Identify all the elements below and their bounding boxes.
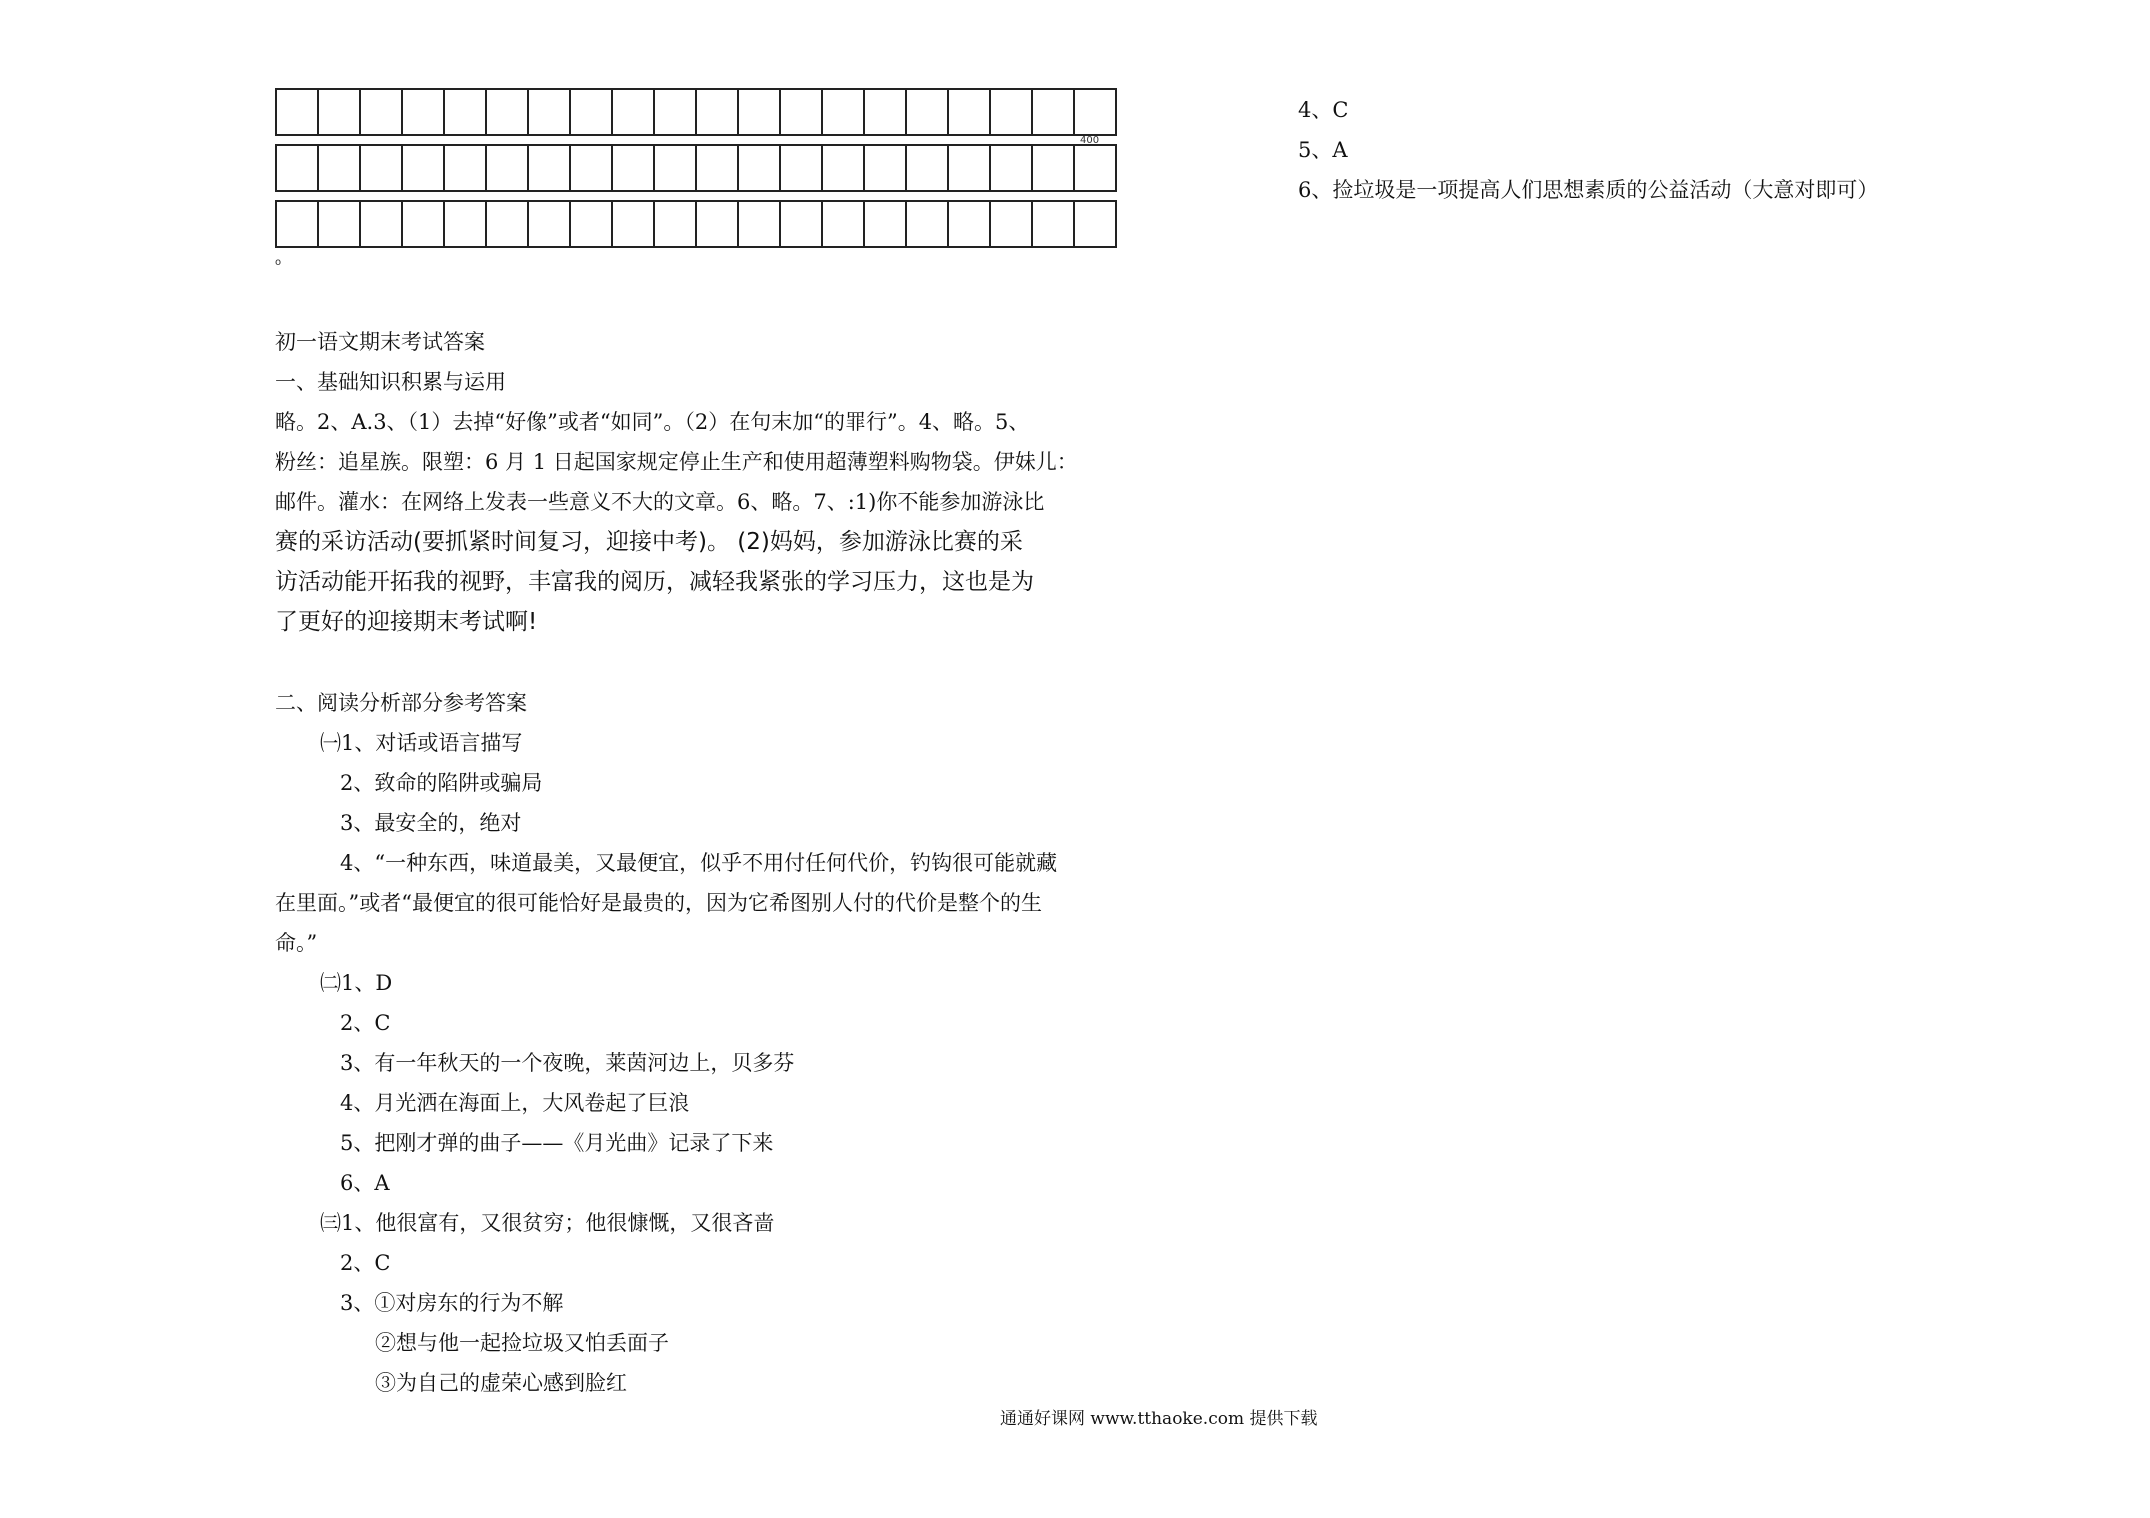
grid-cell (738, 145, 780, 191)
grid-cell (654, 201, 696, 247)
answer-title: 初一语文期末考试答案 (275, 330, 485, 354)
grid-cell (444, 145, 486, 191)
section2-heading: 二、阅读分析部分参考答案 (275, 691, 527, 715)
grid-cell (990, 201, 1032, 247)
grid-cell (570, 89, 612, 135)
reading2-q2: 2、C (340, 1011, 391, 1035)
grid-cell (780, 89, 822, 135)
reading1-q3: 3、最安全的，绝对 (340, 811, 522, 835)
reading1-q4: 在里面。”或者“最便宜的很可能恰好是最贵的，因为它希图别人付的代价是整个的生 (275, 891, 1042, 915)
grid-cell (1032, 89, 1074, 135)
grid-trailing-mark: o (275, 257, 282, 268)
grid-cell (780, 145, 822, 191)
right-answer: 5、A (1298, 138, 1348, 162)
grid-cell (444, 201, 486, 247)
grid-cell (486, 201, 528, 247)
grid-cell (528, 201, 570, 247)
grid-cell (360, 145, 402, 191)
grid-cell (1074, 145, 1116, 191)
section1-heading: 一、基础知识积累与运用 (275, 370, 506, 394)
grid-cell (570, 201, 612, 247)
grid-cell (864, 89, 906, 135)
grid-cell (1032, 201, 1074, 247)
grid-cell (318, 145, 360, 191)
grid-cell (654, 145, 696, 191)
grid-cell (990, 145, 1032, 191)
grid-cell (318, 201, 360, 247)
grid-cell (906, 145, 948, 191)
grid-cell (486, 89, 528, 135)
grid-cell (906, 201, 948, 247)
grid-cell (528, 89, 570, 135)
reading2-q3: 3、有一年秋天的一个夜晚，莱茵河边上，贝多芬 (340, 1051, 795, 1075)
grid-cell (948, 145, 990, 191)
reading2-q5: 5、把刚才弹的曲子——《月光曲》记录了下来 (340, 1131, 774, 1155)
footer-source: 通通好课网 www.tthaoke.com 提供下载 (1000, 1409, 1318, 1429)
reading3-q3-sub: ②想与他一起捡垃圾又怕丢面子 (375, 1331, 669, 1355)
grid-cell (402, 89, 444, 135)
grid-cell (360, 201, 402, 247)
grid-cell (402, 145, 444, 191)
writing-grid-row-1 (275, 88, 1117, 136)
grid-cell (738, 89, 780, 135)
grid-cell (612, 145, 654, 191)
grid-cell (948, 201, 990, 247)
writing-grid-row-3 (275, 200, 1117, 248)
reading2-q4: 4、月光洒在海面上，大风卷起了巨浪 (340, 1091, 690, 1115)
section1-line: 略。2、A.3、（1）去掉“好像”或者“如同”。（2）在句末加“的罪行”。4、略。5、 (275, 410, 1030, 434)
reading3-q1: ㈢1、他很富有，又很贫穷；他很慷慨，又很吝啬 (320, 1211, 775, 1235)
grid-cell (864, 145, 906, 191)
reading2-q1: ㈡1、D (320, 971, 393, 995)
grid-cell (612, 89, 654, 135)
section1-line: 赛的采访活动(要抓紧时间复习，迎接中考)。 (2)妈妈，参加游泳比赛的采 (275, 529, 1023, 555)
grid-cell (822, 201, 864, 247)
right-answer: 6、捡垃圾是一项提高人们思想素质的公益活动（大意对即可） (1298, 178, 1879, 202)
grid-cell (444, 89, 486, 135)
section1-line: 邮件。灌水：在网络上发表一些意义不大的文章。6、略。7、:1)你不能参加游泳比 (275, 490, 1045, 514)
reading2-q6: 6、A (340, 1171, 390, 1195)
grid-cell (822, 89, 864, 135)
grid-cell (780, 201, 822, 247)
section1-line: 粉丝：追星族。限塑：6 月 1 日起国家规定停止生产和使用超薄塑料购物袋。伊妹儿： (275, 450, 1078, 474)
grid-cell (1032, 145, 1074, 191)
reading3-q3: 3、①对房东的行为不解 (340, 1291, 564, 1315)
grid-cell (696, 89, 738, 135)
grid-cell (528, 145, 570, 191)
reading3-q3-sub: ③为自己的虚荣心感到脸红 (375, 1371, 627, 1395)
grid-cell (864, 201, 906, 247)
grid-cell (822, 145, 864, 191)
writing-grid-row-2 (275, 144, 1117, 192)
grid-cell (1074, 89, 1116, 135)
grid-cell (948, 89, 990, 135)
grid-cell (612, 201, 654, 247)
reading1-q2: 2、致命的陷阱或骗局 (340, 771, 543, 795)
grid-cell (696, 201, 738, 247)
reading3-q2: 2、C (340, 1251, 391, 1275)
reading1-q1: ㈠1、对话或语言描写 (320, 731, 523, 755)
grid-cell (570, 145, 612, 191)
grid-cell (738, 201, 780, 247)
grid-cell (696, 145, 738, 191)
reading1-q4: 4、“一种东西，味道最美，又最便宜，似乎不用付任何代价，钓钩很可能就藏 (340, 851, 1058, 875)
grid-cell (276, 89, 318, 135)
grid-cell (360, 89, 402, 135)
grid-cell (402, 201, 444, 247)
reading1-q4: 命。” (275, 931, 318, 955)
right-answer: 4、C (1298, 98, 1349, 122)
grid-cell (654, 89, 696, 135)
grid-cell (276, 145, 318, 191)
grid-cell (990, 89, 1032, 135)
word-count-mark: 400 (1080, 135, 1100, 146)
section1-line: 了更好的迎接期末考试啊! (275, 609, 538, 635)
grid-cell (1074, 201, 1116, 247)
grid-cell (486, 145, 528, 191)
grid-cell (318, 89, 360, 135)
grid-cell (276, 201, 318, 247)
section1-line: 访活动能开拓我的视野，丰富我的阅历，减轻我紧张的学习压力，这也是为 (275, 569, 1034, 595)
grid-cell (906, 89, 948, 135)
